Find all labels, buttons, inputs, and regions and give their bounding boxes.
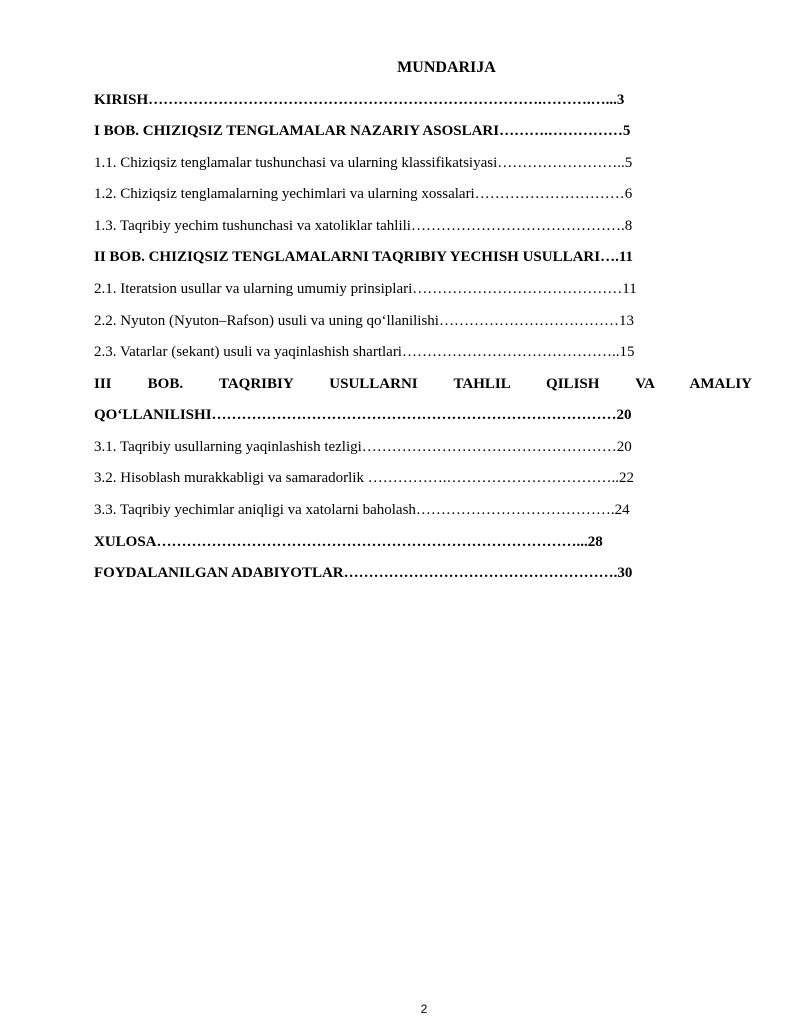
toc-entry-section-2-3: 2.3. Vatarlar (sekant) usuli va yaqinlashish shartlari……………………………………..15	[94, 344, 635, 360]
toc-entry-kirish: KIRISH…………………………………………………………………….……….…...3	[94, 92, 625, 108]
toc-entry-section-3-1: 3.1. Taqribiy usullarning yaqinlashish tezligi……………………………………………20	[94, 439, 632, 455]
toc-entry-chapter-3-line-2: QO‘LLANILISHI………………………………………………………………………20	[94, 407, 632, 423]
toc-entry-section-3-3: 3.3. Taqribiy yechimlar aniqligi va xatolarni baholash………………………………….24	[94, 502, 630, 518]
page-number: 2	[420, 1002, 428, 1016]
toc-entry-section-1-3: 1.3. Taqribiy yechim tushunchasi va xatoliklar tahlili…………………………………….8	[94, 218, 633, 234]
toc-entry-section-2-1: 2.1. Iteratsion usullar va ularning umumiy prinsiplari……………………………………11	[94, 281, 637, 297]
page-title: MUNDARIJA	[397, 59, 496, 76]
toc-entry-chapter-2: II BOB. CHIZIQSIZ TENGLAMALARNI TAQRIBIY YECHISH USULLARI….11	[94, 249, 634, 265]
toc-entry-xulosa: XULOSA…………………………………………………………………………...28	[94, 534, 603, 550]
toc-entry-section-1-1: 1.1. Chiziqsiz tenglamalar tushunchasi va ularning klassifikatsiyasi……………………..5	[94, 155, 633, 171]
toc-entry-section-1-2: 1.2. Chiziqsiz tenglamalarning yechimlari va ularning xossalari…………………………6	[94, 186, 633, 202]
toc-entry-section-2-2: 2.2. Nyuton (Nyuton–Rafson) usuli va uning qo‘llanilishi………………………………13	[94, 313, 634, 329]
toc-entry-adabiyotlar: FOYDALANILGAN ADABIYOTLAR……………………………………………….30	[94, 565, 633, 581]
toc-entry-section-3-2: 3.2. Hisoblash murakkabligi va samaradorlik …………….……………………………..22	[94, 470, 634, 486]
toc-entry-chapter-1: I BOB. CHIZIQSIZ TENGLAMALAR NAZARIY ASOSLARI……….……………5	[94, 123, 631, 139]
toc-entry-chapter-3-line-1: III BOB. TAQRIBIY USULLARNI TAHLIL QILISH VA AMALIY	[94, 376, 752, 392]
